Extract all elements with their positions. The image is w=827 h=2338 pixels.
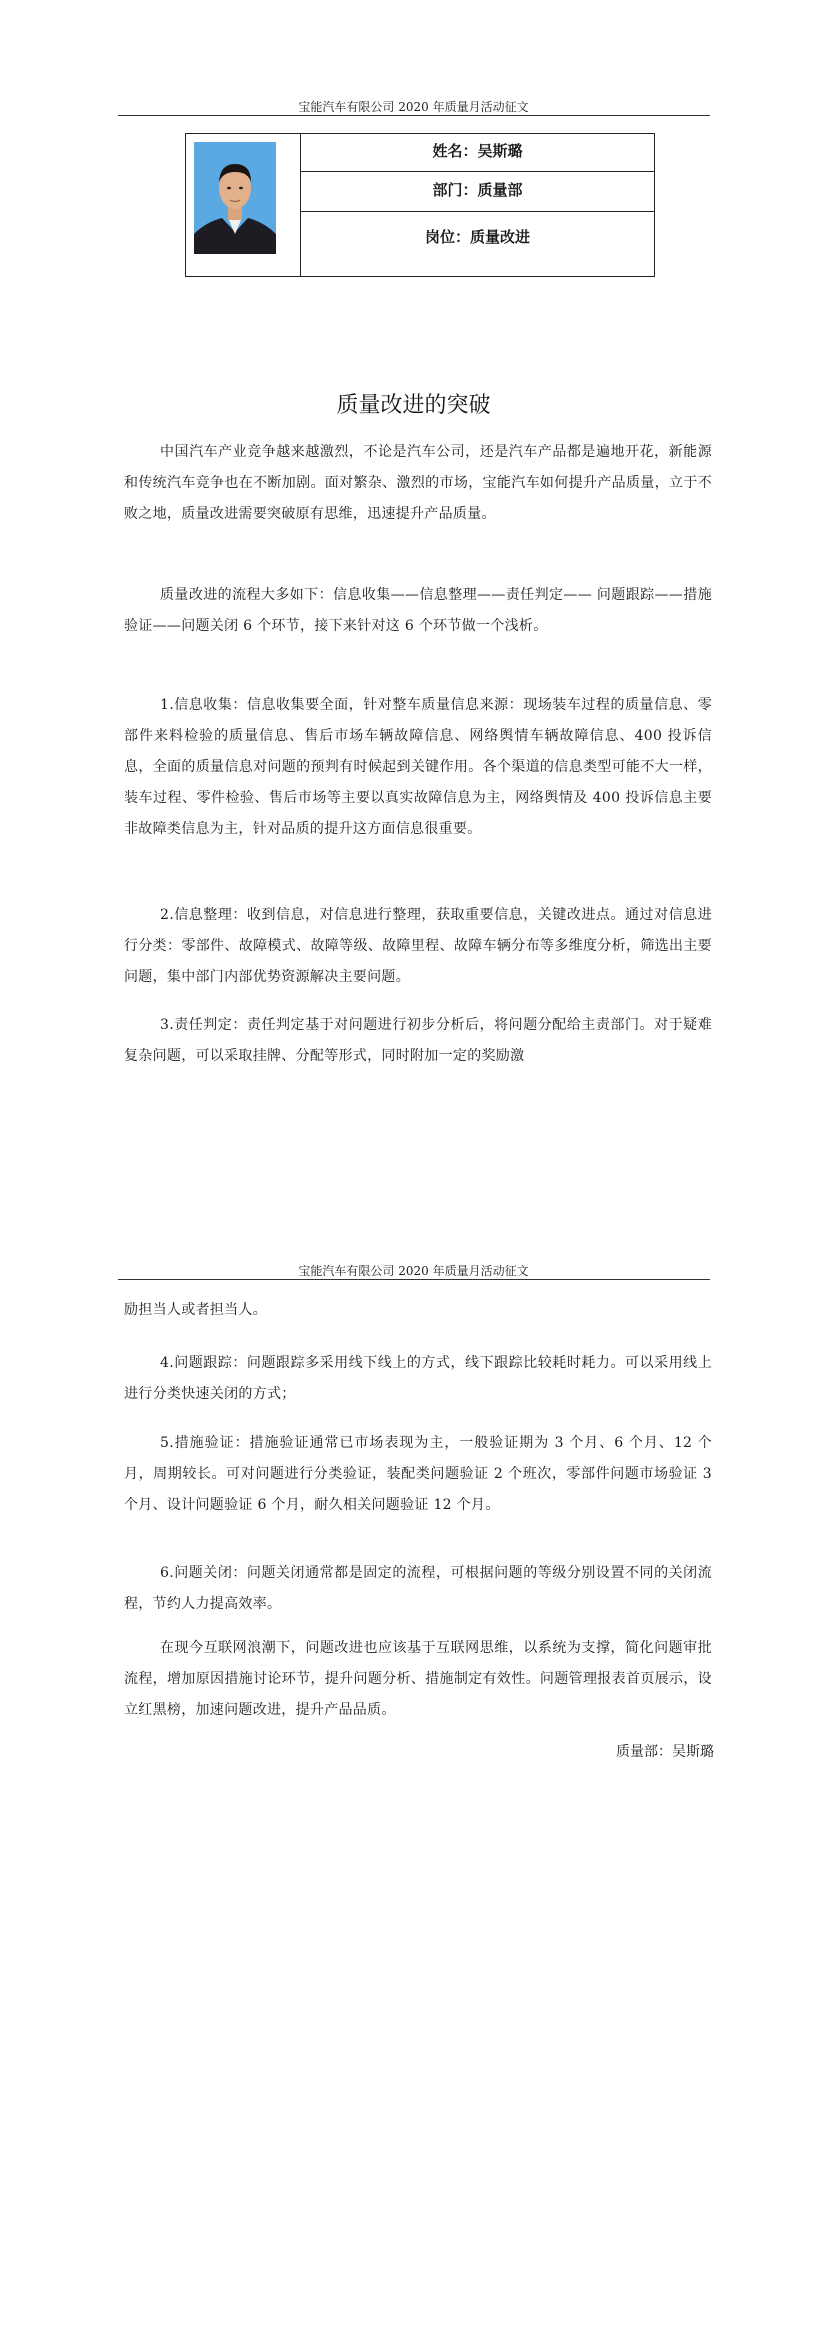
paragraph-responsibility: 3.责任判定：责任判定基于对问题进行初步分析后，将问题分配给主责部门。对于疑难复杂问题，可以采取挂牌、分配等形式，同时附加一定的奖励激 bbox=[124, 1017, 712, 1064]
department-text: 部门：质量部 bbox=[432, 181, 523, 199]
header-rule bbox=[118, 115, 710, 116]
paragraph-info-sorting: 2.信息整理：收到信息，对信息进行整理，获取重要信息，关键改进点。通过对信息进行分类：零部件、故障模式、故障等级、故障里程、故障车辆分布等多维度分析，筛选出主要问题，集中部门内部优势资源解决主要问题。 bbox=[124, 907, 712, 985]
name-row bbox=[301, 134, 654, 172]
name-text: 姓名：吴斯璐 bbox=[432, 142, 523, 160]
article-title: 质量改进的突破 bbox=[336, 393, 491, 418]
paragraph-conclusion: 在现今互联网浪潮下，问题改进也应该基于互联网思维，以系统为支撑，简化问题审批流程，增加原因措施讨论环节，提升问题分析、措施制定有效性。问题管理报表首页展示，设立红黑榜，加速问题改进，提升产品品质。 bbox=[124, 1640, 712, 1718]
paragraph-tracking: 4.问题跟踪：问题跟踪多采用线下线上的方式，线下跟踪比较耗时耗力。可以采用线上进行分类快速关闭的方式； bbox=[124, 1355, 712, 1402]
paragraph-closure: 6.问题关闭：问题关闭通常都是固定的流程，可根据问题的等级分别设置不同的关闭流程，节约人力提高效率。 bbox=[124, 1565, 712, 1612]
signature: 质量部：吴斯璐 bbox=[616, 1744, 714, 1760]
paragraph-responsibility-continued: 励担当人或者担当人。 bbox=[124, 1302, 267, 1318]
page-2 bbox=[0, 1200, 827, 2338]
page-header: 宝能汽车有限公司 2020 年质量月活动征文 bbox=[298, 100, 529, 114]
person-portrait-icon bbox=[194, 142, 276, 254]
position-text: 岗位：质量改进 bbox=[424, 228, 530, 246]
paragraph-process: 质量改进的流程大多如下：信息收集——信息整理——责任判定—— 问题跟踪——措施验证——问题关闭 6 个环节，接下来针对这 6 个环节做一个浅析。 bbox=[124, 587, 712, 634]
department-row bbox=[301, 172, 654, 212]
photo-cell bbox=[186, 134, 301, 276]
paragraph-verification: 5.措施验证：措施验证通常已市场表现为主，一般验证期为 3 个月、6 个月、12 个月，周期较长。可对问题进行分类验证，装配类问题验证 2 个班次，零部件问题市场验证 3 个月、设计问题验证 6 个月，耐久相关问题验证 12 个月。 bbox=[124, 1435, 712, 1513]
header-rule bbox=[118, 1279, 710, 1280]
profile-table bbox=[185, 133, 655, 277]
paragraph-info-collection: 1.信息收集：信息收集要全面，针对整车质量信息来源：现场装车过程的质量信息、零部件来料检验的质量信息、售后市场车辆故障信息、网络舆情车辆故障信息、400 投诉信息，全面的质量信息对问题的预判有时候起到关键作用。各个渠道的信息类型可能不大一样，装车过程、零件检验、售后市场等主要以真实故障信息为主，网络舆情及 400 投诉信息主要非故障类信息为主，针对品质的提升这方面信息很重要。 bbox=[124, 697, 712, 837]
page-header: 宝能汽车有限公司 2020 年质量月活动征文 bbox=[298, 1264, 529, 1278]
paragraph-intro: 中国汽车产业竞争越来越激烈，不论是汽车公司，还是汽车产品都是遍地开花，新能源和传统汽车竞争也在不断加剧。面对繁杂、激烈的市场，宝能汽车如何提升产品质量，立于不败之地，质量改进需要突破原有思维，迅速提升产品质量。 bbox=[124, 444, 712, 522]
position-row bbox=[301, 212, 654, 276]
